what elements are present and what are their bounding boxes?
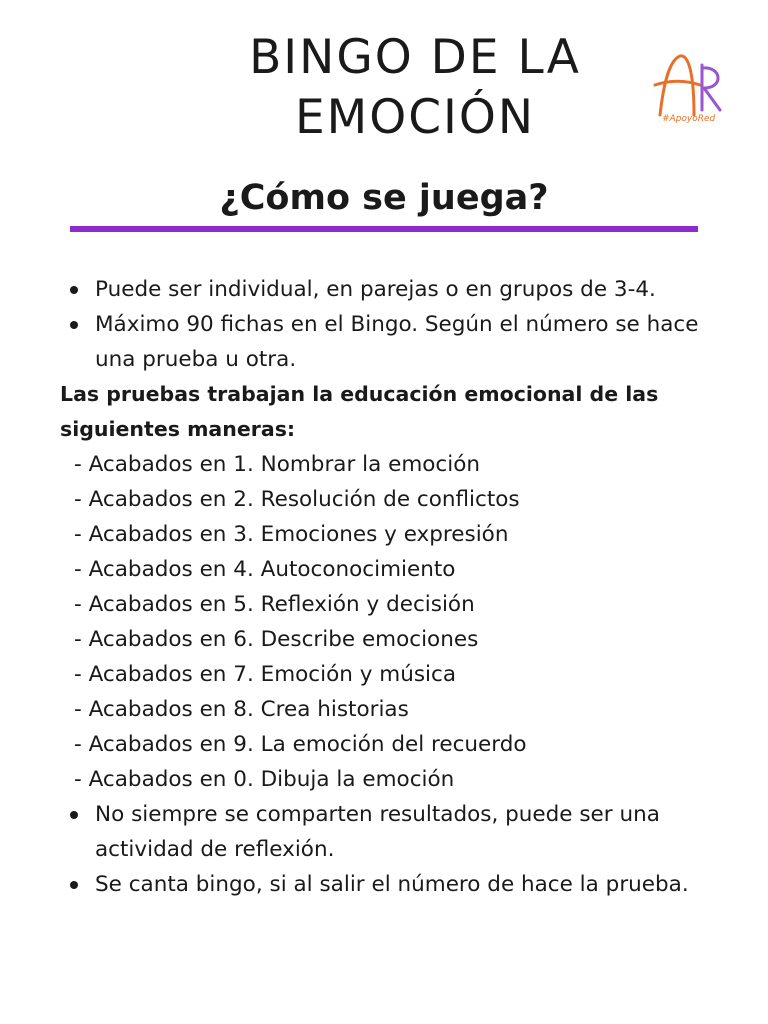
rules-content [60, 272, 740, 902]
bullet-dot-icon [70, 881, 78, 889]
intro-paragraph: Las pruebas trabajan la educación emocional de las siguientes maneras: [60, 382, 659, 441]
bullet-dot-icon [70, 286, 78, 294]
title-line-1: BINGO DE LA [249, 30, 581, 85]
list-item: - Acabados en 6. Describe emociones [74, 627, 479, 652]
page-title [150, 28, 680, 148]
list-item: - Acabados en 7. Emoción y música [74, 662, 457, 687]
list-item: - Acabados en 9. La emoción del recuerdo [74, 732, 527, 757]
title-line-2: EMOCIÓN [294, 90, 536, 145]
list-item: - Acabados en 8. Crea historias [74, 697, 409, 722]
list-item: - Acabados en 0. Dibuja la emoción [74, 767, 455, 792]
logo-tag: #ApoyoRed [662, 114, 716, 124]
bullet-item: Puede ser individual, en parejas o en grupos de 3-4. [60, 272, 740, 307]
list-item: - Acabados en 2. Resolución de conflictos [74, 487, 520, 512]
list-item: - Acabados en 5. Reflexión y decisión [74, 592, 475, 617]
bullet-item: Máximo 90 fichas en el Bingo. Según el número se hace una prueba u otra. [60, 307, 740, 377]
list-item: - Acabados en 4. Autoconocimiento [74, 557, 456, 582]
bullet-item: Se canta bingo, si al salir el número de hace la prueba. [60, 867, 740, 902]
bullet-dot-icon [70, 811, 78, 819]
purple-divider [70, 226, 698, 232]
section-heading: ¿Cómo se juega? [219, 178, 549, 218]
bullet-item: No siempre se comparten resultados, puede ser una actividad de reflexión. [60, 797, 740, 867]
bullet-dot-icon [70, 321, 78, 329]
list-item: - Acabados en 1. Nombrar la emoción [74, 452, 481, 477]
list-item: - Acabados en 3. Emociones y expresión [74, 522, 509, 547]
